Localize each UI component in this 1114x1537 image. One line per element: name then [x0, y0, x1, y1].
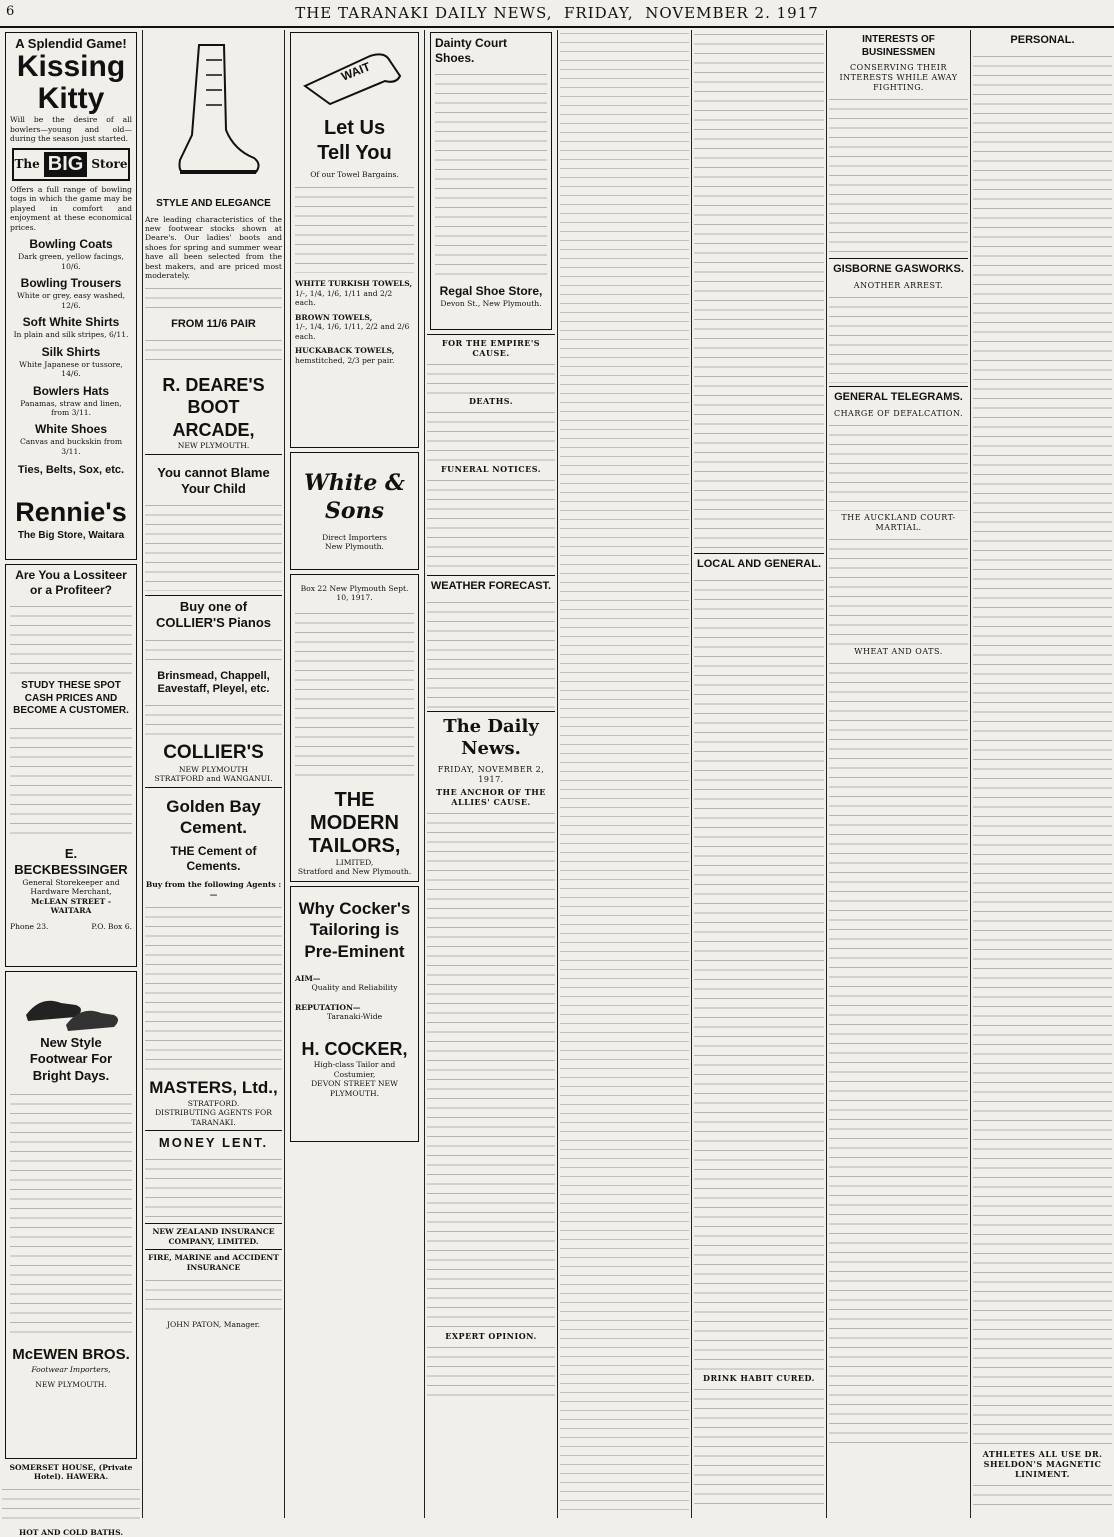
beckbessinger-ad [5, 564, 137, 967]
study-heading: STUDY THESE SPOT CASH PRICES AND BECOME A CUSTOMER. [13, 680, 129, 716]
column-rule [691, 30, 692, 1518]
piano-makes: Brinsmead, Chappell, Eavestaff, Pleyel, etc. [157, 669, 270, 696]
item-desc: Panamas, straw and linen, from 3/11. [20, 398, 122, 417]
beck-address: McLEAN STREET - WAITARA [30, 896, 112, 916]
beck-sub: General Storekeeper and Hardware Merchant, [22, 878, 120, 897]
colliers-name: COLLIER'S [163, 742, 264, 764]
beck-contact [10, 922, 132, 931]
conserving-sub: CONSERVING THEIR INTERESTS WHILE AWAY FIGHTING. [839, 63, 958, 92]
column-2 [145, 30, 282, 1518]
modern-tailors: THE MODERN TAILORS, [308, 788, 401, 857]
page-number: 6 [6, 4, 16, 19]
funeral-heading: FUNERAL NOTICES. [440, 464, 542, 474]
reputation-value: Taranaki-Wide [326, 1012, 383, 1022]
rennies-sub: The Big Store, Waitara [17, 529, 125, 541]
masthead-date: NOVEMBER 2. 1917 [645, 4, 819, 22]
agents-heading: Buy from the following Agents :— [145, 880, 282, 899]
masters-agents: DISTRIBUTING AGENTS FOR TARANAKI. [155, 1108, 272, 1127]
fire-marine: FIRE, MARINE and ACCIDENT INSURANCE [148, 1253, 279, 1272]
column-rule [142, 30, 143, 1518]
column-6 [694, 30, 824, 1518]
column-4 [427, 30, 555, 1518]
athletes-heading: ATHLETES ALL USE DR. SHELDON'S MAGNETIC LINIMENT. [982, 1448, 1103, 1479]
item-name: Soft White Shirts [22, 315, 120, 330]
aim-label: AIM— [295, 973, 321, 983]
hot-cold-baths: HOT AND COLD BATHS. [19, 1527, 123, 1537]
splendid-heading: A Splendid Game! [15, 36, 127, 51]
po-box: P.O. Box 6. [91, 921, 132, 931]
deares-arcade: ARCADE, [172, 419, 255, 440]
from-price: FROM 11/6 PAIR [171, 317, 256, 330]
big-store-ad [5, 32, 137, 560]
hand-wait-illustration [300, 36, 410, 116]
mcewen-place: NEW PLYMOUTH. [35, 1379, 107, 1389]
anchor-heading: THE ANCHOR OF THE ALLIES' CAUSE. [436, 786, 546, 807]
modern-place: Stratford and New Plymouth. [297, 867, 412, 877]
white-turkish-prices: 1/-, 1/4, 1/6, 1/11 and 2/2 each. [295, 288, 393, 308]
regal-store: Regal Shoe Store, [439, 284, 543, 298]
gisborne-heading: GISBORNE GASWORKS. [833, 263, 964, 275]
logo-store: Store [91, 156, 128, 171]
arrest-sub: ANOTHER ARREST. [853, 280, 944, 290]
white-sons-ad [290, 452, 419, 570]
defalcation-sub: CHARGE OF DEFALCATION. [833, 408, 964, 418]
column-rule [284, 30, 285, 1518]
big-store-logo [12, 148, 130, 181]
column-rule [826, 30, 827, 1518]
huck-prices: hemstitched, 2/3 per pair. [295, 355, 395, 365]
somerset-heading: SOMERSET HOUSE, (Private Hotel). HAWERA. [9, 1463, 133, 1482]
footwear-heading: New Style Footwear For Bright Days. [29, 1035, 113, 1083]
offers-text: Offers a full range of bowling togs in which the game may be played in comfort and enjoyment at these economical prices. [10, 184, 132, 232]
court-martial-sub: THE AUCKLAND COURT-MARTIAL. [841, 512, 956, 532]
column-5 [560, 30, 689, 1518]
column-7 [829, 30, 968, 1518]
item-desc: Canvas and buckskin from 3/11. [19, 437, 123, 456]
masters-place: STRATFORD. [187, 1098, 240, 1108]
direct-importers: Direct Importers [322, 533, 387, 542]
telegrams-heading: GENERAL TELEGRAMS. [834, 390, 963, 403]
brown-towels: BROWN TOWELS, [295, 312, 373, 322]
paton-manager: JOHN PATON, Manager. [167, 1320, 260, 1330]
item-name: Bowlers Hats [32, 383, 110, 398]
dainty-court: Dainty Court Shoes. [435, 36, 507, 65]
daily-news-title: The Daily News. [443, 715, 539, 760]
item-desc: White Japanese or tussore, 14/6. [19, 359, 123, 379]
deares-boot: BOOT [187, 397, 240, 418]
cannot-heading: You cannot Blame Your Child [157, 464, 270, 496]
phone-number: Phone 23. [10, 921, 49, 931]
article-text [560, 30, 689, 1518]
weather-heading: WEATHER FORECAST. [430, 580, 552, 592]
colliers-place: NEW PLYMOUTH [178, 764, 249, 774]
empire-cause: FOR THE EMPIRE'S CAUSE. [441, 338, 541, 358]
logo-big: BIG [44, 152, 88, 177]
masthead-day: FRIDAY, [564, 4, 634, 22]
item-name: Bowling Trousers [20, 276, 122, 291]
boot-illustration [164, 40, 264, 190]
nz-insurance: NEW ZEALAND INSURANCE COMPANY, LIMITED. [152, 1227, 275, 1246]
column-rule [557, 30, 558, 1518]
kissing-heading: Kissing [16, 50, 126, 84]
cocker-sub: High-class Tailor and Costumier, [313, 1060, 396, 1079]
column-1 [2, 30, 140, 1537]
column-rule [970, 30, 971, 1518]
local-general-heading: LOCAL AND GENERAL. [696, 558, 822, 570]
tell-you: Tell You [317, 142, 392, 164]
interests-heading: INTERESTS OF BUSINESSMEN [861, 34, 936, 58]
huckaback: HUCKABACK TOWELS, [295, 346, 395, 356]
towel-ad [290, 32, 419, 448]
column-rule [424, 30, 425, 1518]
personal-heading: PERSONAL. [1010, 34, 1075, 46]
regal-shoe-ad [430, 32, 552, 330]
deaths-heading: DEATHS. [468, 396, 514, 406]
shoes-illustration [16, 975, 126, 1035]
item-name: Silk Shirts [41, 344, 101, 359]
regal-sub: Devon St., New Plymouth. [440, 299, 542, 308]
mcewen-sub: Footwear Importers, [31, 1364, 111, 1374]
beck-name: E. BECKBESSINGER [14, 845, 128, 877]
golden-bay: Golden Bay Cement. [166, 796, 261, 838]
drink-habit-heading: DRINK HABIT CURED. [703, 1372, 815, 1383]
white-sons-logo: White & Sons [304, 470, 405, 524]
wheat-oats-sub: WHEAT AND OATS. [854, 646, 943, 656]
ties-line: Ties, Belts, Sox, etc. [17, 464, 125, 477]
masthead [0, 0, 1114, 28]
kitty-heading: Kitty [37, 82, 105, 116]
towel-bargains: Of our Towel Bargains. [310, 170, 399, 179]
white-sons-place: New Plymouth. [325, 542, 384, 552]
lossiteer-heading: Are You a Lossiteer or a Profiteer? [15, 568, 127, 597]
expert-heading: EXPERT OPINION. [445, 1330, 537, 1341]
cocker-name: H. COCKER, [301, 1038, 408, 1059]
item-desc: Dark green, yellow facings, 10/6. [18, 252, 124, 271]
cocker-ad [290, 886, 419, 1142]
style-heading: STYLE AND ELEGANCE [156, 198, 271, 209]
letter-address: Box 22 New Plymouth Sept. 10, 1917. [300, 584, 409, 603]
modern-tailors-ad [290, 574, 419, 882]
modern-limited: LIMITED, [335, 857, 374, 867]
brown-prices: 1/-, 1/4, 1/6, 1/11, 2/2 and 2/6 each. [295, 322, 410, 341]
white-turkish: WHITE TURKISH TOWELS, [295, 279, 413, 289]
wait-label: WAIT [338, 59, 372, 84]
item-desc: In plain and silk stripes, 6/11. [13, 330, 129, 340]
reputation-label: REPUTATION— [295, 1002, 361, 1012]
masthead-title: THE TARANAKI DAILY NEWS, [295, 4, 553, 22]
column-8 [973, 30, 1112, 1518]
colliers-buy: Buy one of COLLIER'S Pianos [155, 599, 272, 631]
item-desc: White or grey, easy washed, 12/6. [17, 291, 125, 310]
cement-tagline: THE Cement of Cements. [170, 844, 257, 874]
rennies-logo: Rennie's [15, 497, 127, 528]
let-us: Let Us [323, 117, 386, 139]
aim-value: Quality and Reliability [311, 983, 398, 993]
mcewen-name: McEWEN BROS. [12, 1345, 130, 1363]
column-3 [287, 30, 422, 1518]
cocker-address: DEVON STREET NEW PLYMOUTH. [311, 1079, 398, 1098]
mcewen-ad [5, 971, 137, 1459]
deares-place: NEW PLYMOUTH. [177, 441, 250, 451]
item-name: Bowling Coats [29, 237, 113, 252]
why-cocker: Why Cocker's Tailoring is Pre-Eminent [298, 899, 411, 961]
dateline: FRIDAY, NOVEMBER 2, 1917. [437, 764, 545, 784]
deares-name: R. DEARE'S [162, 374, 265, 395]
style-body: Are leading characteristics of the new footwear stocks shown at Deare's. Our ladies' boots and shoes for spring and summer wear have all been selected from the best makers, and are priced most moderately. [145, 214, 282, 281]
logo-the: The [14, 156, 40, 171]
item-name: White Shoes [34, 422, 107, 437]
colliers-place2: STRATFORD and WANGANUI. [154, 774, 273, 784]
money-lent: MONEY LENT. [158, 1135, 269, 1151]
desire-text: Will be the desire of all bowlers—young and old—during the season just started. [10, 115, 132, 144]
masters-name: MASTERS, Ltd., [149, 1078, 278, 1098]
bowling-items [10, 237, 132, 456]
